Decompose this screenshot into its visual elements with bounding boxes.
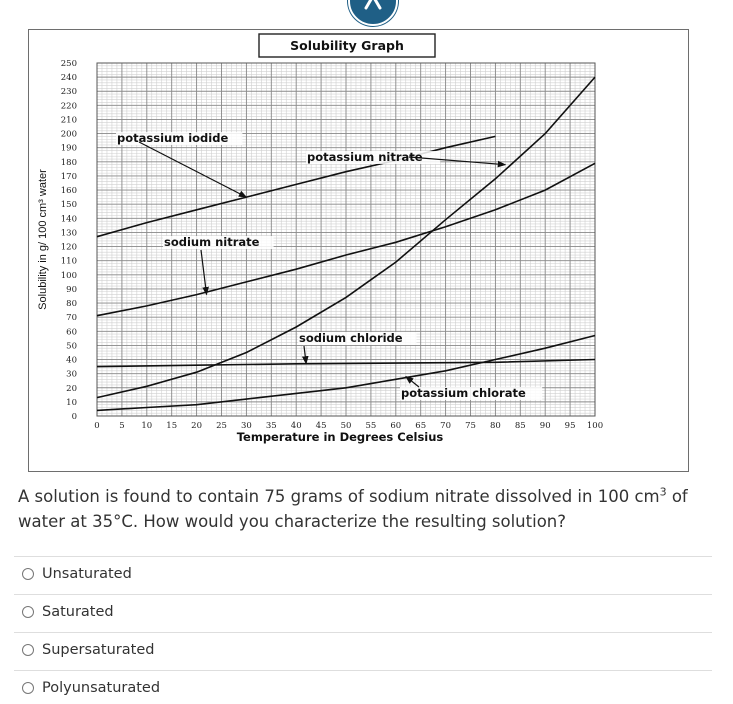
radio-polyunsaturated[interactable] [22, 682, 34, 694]
y-tick-label: 210 [60, 115, 77, 126]
radio-unsaturated[interactable] [22, 568, 34, 580]
y-tick-label: 20 [66, 383, 77, 394]
option-divider [14, 556, 712, 557]
y-tick-label: 200 [60, 129, 77, 140]
x-tick-label: 95 [564, 421, 576, 431]
x-tick-label: 55 [365, 421, 377, 431]
y-tick-label: 50 [66, 341, 77, 352]
y-tick-label: 70 [66, 313, 77, 324]
y-tick-label: 250 [60, 59, 77, 69]
chart-frame [28, 29, 689, 472]
option-label-unsaturated: Unsaturated [42, 566, 132, 582]
x-tick-label: 75 [465, 421, 476, 431]
question-superscript: 3 [659, 485, 667, 499]
option-label-polyunsaturated: Polyunsaturated [42, 680, 161, 696]
y-tick-label: 190 [60, 143, 77, 154]
y-tick-label: 100 [60, 270, 77, 281]
x-tick-label: 35 [265, 421, 277, 431]
option-supersaturated[interactable] [22, 637, 154, 663]
annotation-label-potassium-iodide: potassium iodide [117, 131, 229, 145]
y-tick-label: 130 [60, 228, 77, 239]
option-unsaturated[interactable] [22, 561, 132, 587]
y-tick-label: 30 [66, 369, 77, 380]
annotation-label-potassium-nitrate: potassium nitrate [307, 150, 423, 164]
x-tick-label: 45 [315, 421, 327, 431]
x-tick-label: 20 [191, 421, 203, 431]
y-tick-label: 160 [60, 186, 77, 197]
y-tick-label: 150 [60, 200, 77, 211]
x-axis-label: Temperature in Degrees Celsius [236, 430, 444, 444]
x-tick-label: 65 [415, 421, 427, 431]
y-tick-label: 40 [66, 355, 77, 366]
option-label-saturated: Saturated [42, 604, 114, 620]
question-text-part2: of water at 35°C. How would you characterize the resulting solution? [18, 487, 688, 531]
annotation-arrow-sodium-chloride [304, 346, 306, 364]
annotation-label-sodium-chloride: sodium chloride [299, 331, 403, 345]
option-divider [14, 670, 712, 671]
solubility-chart [29, 30, 690, 473]
radio-saturated[interactable] [22, 606, 34, 618]
option-divider [14, 594, 712, 595]
option-divider [14, 632, 712, 633]
x-tick-label: 50 [340, 421, 352, 431]
y-tick-label: 110 [60, 256, 77, 267]
y-axis-label: Solubility in g/ 100 cm³ water [37, 169, 49, 310]
y-tick-label: 170 [60, 171, 77, 182]
chart-title: Solubility Graph [290, 38, 404, 53]
annotation-label-potassium-chlorate: potassium chlorate [401, 386, 526, 400]
y-tick-label: 10 [66, 397, 77, 408]
logo-glyph-icon [350, 0, 396, 24]
x-tick-label: 100 [586, 421, 604, 431]
x-tick-label: 15 [166, 421, 178, 431]
x-tick-label: 0 [94, 421, 100, 431]
option-label-supersaturated: Supersaturated [42, 642, 155, 658]
radio-supersaturated[interactable] [22, 644, 34, 656]
x-tick-label: 25 [216, 421, 227, 431]
x-tick-label: 30 [240, 421, 252, 431]
option-polyunsaturated[interactable] [22, 675, 160, 701]
y-tick-label: 220 [60, 101, 77, 112]
y-tick-label: 140 [60, 214, 77, 225]
y-tick-label: 60 [66, 327, 77, 338]
brand-logo-icon [348, 0, 398, 26]
x-tick-label: 10 [141, 421, 153, 431]
question-text [18, 484, 708, 534]
y-tick-label: 0 [71, 412, 77, 422]
x-tick-label: 70 [440, 421, 452, 431]
y-tick-label: 120 [60, 242, 77, 253]
x-tick-label: 40 [290, 421, 302, 431]
x-tick-label: 80 [489, 421, 501, 431]
option-saturated[interactable] [22, 599, 114, 625]
y-tick-label: 80 [66, 299, 77, 310]
x-tick-label: 60 [390, 421, 402, 431]
annotation-label-sodium-nitrate: sodium nitrate [164, 235, 260, 249]
question-text-part1: A solution is found to contain 75 grams of sodium nitrate dissolved in 100 cm [18, 487, 660, 506]
y-tick-label: 230 [60, 87, 77, 98]
y-tick-label: 240 [60, 73, 77, 84]
x-tick-label: 90 [539, 421, 551, 431]
x-tick-label: 85 [514, 421, 526, 431]
y-tick-label: 90 [66, 284, 77, 295]
x-tick-label: 5 [119, 421, 125, 431]
y-tick-label: 180 [60, 157, 77, 168]
